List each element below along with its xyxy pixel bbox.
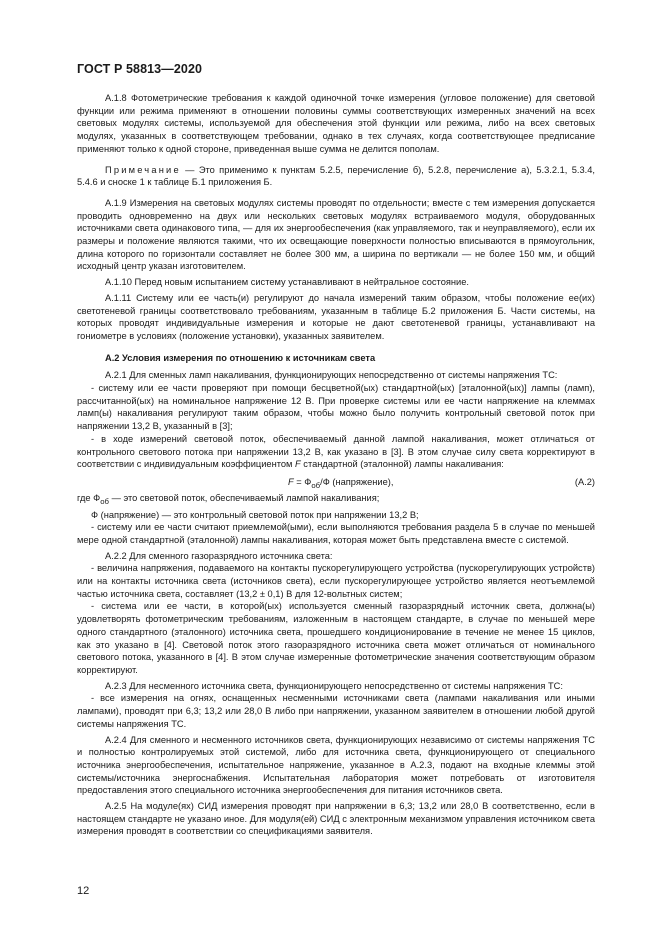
item2-text-end: стандартной (эталонной) лампы накаливания: (300, 459, 504, 470)
item2-text-start: - в ходе измерений световой поток, обеспечиваемый данной лампой накаливания, может отличаться от контрольного светового потока при напряжении 13,2 В, как указано в [3]. В этом случае силу света корректируют в соответствии с индивидуальным коэффициентом (77, 433, 595, 470)
page-body (77, 92, 595, 838)
paragraph-a2-3-intro: А.2.3 Для несменного источника света, функционирующего непосредственно от системы напряжения ТС: (105, 680, 563, 691)
paragraph-a2-4: А.2.4 Для сменного и несменного источников света, функционирующих независимо от системы напряжения ТС и полностью контролируемых этой системой, либо для источника света, функционирующего от специального источника энергообеспечения, испытательное напряжение, указанное в А.2.3, подают на входные клеммы этой системы/источника энергоснабжения. Испытательная лаборатория может потребовать от изготовителя предоставления этого специального источника энергообеспечения для питания источников света. (77, 734, 595, 796)
paragraph-a1-9: А.1.9 Измерения на световых модулях системы проводят по отдельности; вместе с тем измерения допускается проводить одновременно на двух или нескольких световых модулях встраиваемого модуля, оборудованных источниками света одинакового типа, — для их энергообеспечения (как управляемого, так и неуправляемого), если их размеры и положение являются такими, что их освещающие поверхности полностью вписываются в прямоугольник, длина которого по горизонтали составляет не более 300 мм, а ширина по вертикали — не более 150 мм, и общий исходный центр указан изготовителем. (77, 197, 595, 272)
formula-where-1 (77, 492, 595, 509)
formula-eq: = Ф (293, 476, 312, 487)
paragraph-a1-10: А.1.10 Перед новым испытанием систему устанавливают в нейтральное состояние. (105, 277, 469, 288)
section-heading-a2: А.2 Условия измерения по отношению к источникам света (105, 352, 376, 363)
formula-subscript: об (311, 480, 321, 490)
formula-number: (А.2) (574, 476, 595, 487)
note-label: Примечание (105, 164, 181, 175)
formula-a2 (77, 475, 595, 489)
note-paragraph (77, 164, 595, 189)
paragraph-a1-11: А.1.11 Систему или ее часть(и) регулируют до начала измерений таким образом, чтобы положение ее(их) светотеневой границы соответствовало требованиям, указанным в таблице Б.2 приложения Б. Части системы, на которых проводят индивидуальные измерения и которые не дают светотеневой границы, устанавливают на гониометре в условиях (положение установки), указанных заявителем. (77, 292, 595, 341)
paragraph-a2-2-intro: А.2.2 Для сменного газоразрядного источника света: (105, 550, 333, 561)
document-header: ГОСТ Р 58813—2020 (77, 62, 203, 76)
formula-expression (288, 476, 393, 493)
paragraph-a2-3-item1: - все измерения на огнях, оснащенных несменными источниками света (лампами накаливания или иными лампами), проводят при 6,3; 13,2 или 28,0 В либо при напряжении, указанном заявителем в отношении любой другой системы напряжения ТС. (77, 693, 595, 729)
note-text: — Это применимо к пунктам 5.2.5, перечисление б), 5.2.8, перечисление а), 5.3.2.1, 5.3.4, 5.4.6 и сноске 1 к таблице Б.1 приложения Б. (77, 164, 595, 188)
paragraph-a2-5: А.2.5 На модуле(ях) СИД измерения проводят при напряжении в 6,3; 13,2 или 28,0 В соответственно, если в настоящем стандарте не указано иное. Для модуля(ей) СИД с электронным механизмом управления источником света измерения проводят в соответствии со спецификациями заявителя. (77, 801, 595, 837)
formula-where-2: Ф (напряжение) — это контрольный световой поток при напряжении 13,2 В; (91, 509, 419, 520)
paragraph-a2-1-item1: - систему или ее части проверяют при помощи бесцветной(ых) стандартной(ых) [эталонной(ых)] лампы (ламп), рассчитанной(ых) на номинальное напряжение 12 В. При проверке системы или ее части напряжение на клеммах ламп(ы) накаливания регулируют таким образом, чтобы можно было получить контрольный световой поток при напряжении 13,2 В, указанный в [3]; (77, 383, 595, 432)
coefficient-f: F (295, 459, 301, 470)
paragraph-a2-2-item1: - величина напряжения, подаваемого на контакты пускорегулирующего устройства (пускорегулирующих устройств) или на контакты источника света (источников света), если пускорегулирующее устройство является неотъемлемой частью источника света, составляет (13,2 ± 0,1) В для 12-вольтных систем; (77, 563, 595, 599)
where1-pre: где Ф (77, 492, 101, 503)
page-number: 12 (77, 885, 90, 897)
paragraph-a1-8: А.1.8 Фотометрические требования к каждой одиночной точке измерения (угловое положение) для световой функции или режима применяют в отношении половины суммы соответствующих измеренных значений на всех световых модулях системы, используемой для обеспечения этой функции или режима, либо на всех световых модулях, указанных в соответствующем требовании, однако в тех случаях, когда соответствующее предписание применяют только к одной стороне, приведенная выше сумма не делится пополам. (77, 93, 595, 154)
paragraph-a2-2-item2: - система или ее части, в которой(ых) используется сменный газоразрядный источник света, должна(ы) удовлетворять фотометрическим требованиям, изложенным в настоящем стандарте, в случае по меньшей мере одного стандартного (эталонного) источника света, прошедшего кондиционирование в течение не менее 15 циклов, как это указано в [4]. Световой поток этого газоразрядного источника света может отличаться от номинального светового потока, указанного в [4]. В этом случае измеренные фотометрические значения соответствующим образом корректируют. (77, 601, 595, 675)
paragraph-a2-1-item3: - систему или ее части считают приемлемой(ыми), если выполняются требования раздела 5 в случае по меньшей мере одной стандартной (эталонной) лампы накаливания, которая может быть представлена вместе с системой. (77, 522, 595, 545)
formula-lhs: F (288, 476, 294, 487)
formula-rhs: /Ф (напряжение), (320, 476, 394, 487)
where1-subscript: об (100, 496, 109, 506)
paragraph-a2-1-item2 (77, 433, 595, 471)
paragraph-a2-1-intro: А.2.1 Для сменных ламп накаливания, функционирующих непосредственно от системы напряжения ТС: (105, 370, 558, 381)
where1-post: — это световой поток, обеспечиваемый лампой накаливания; (108, 492, 380, 503)
